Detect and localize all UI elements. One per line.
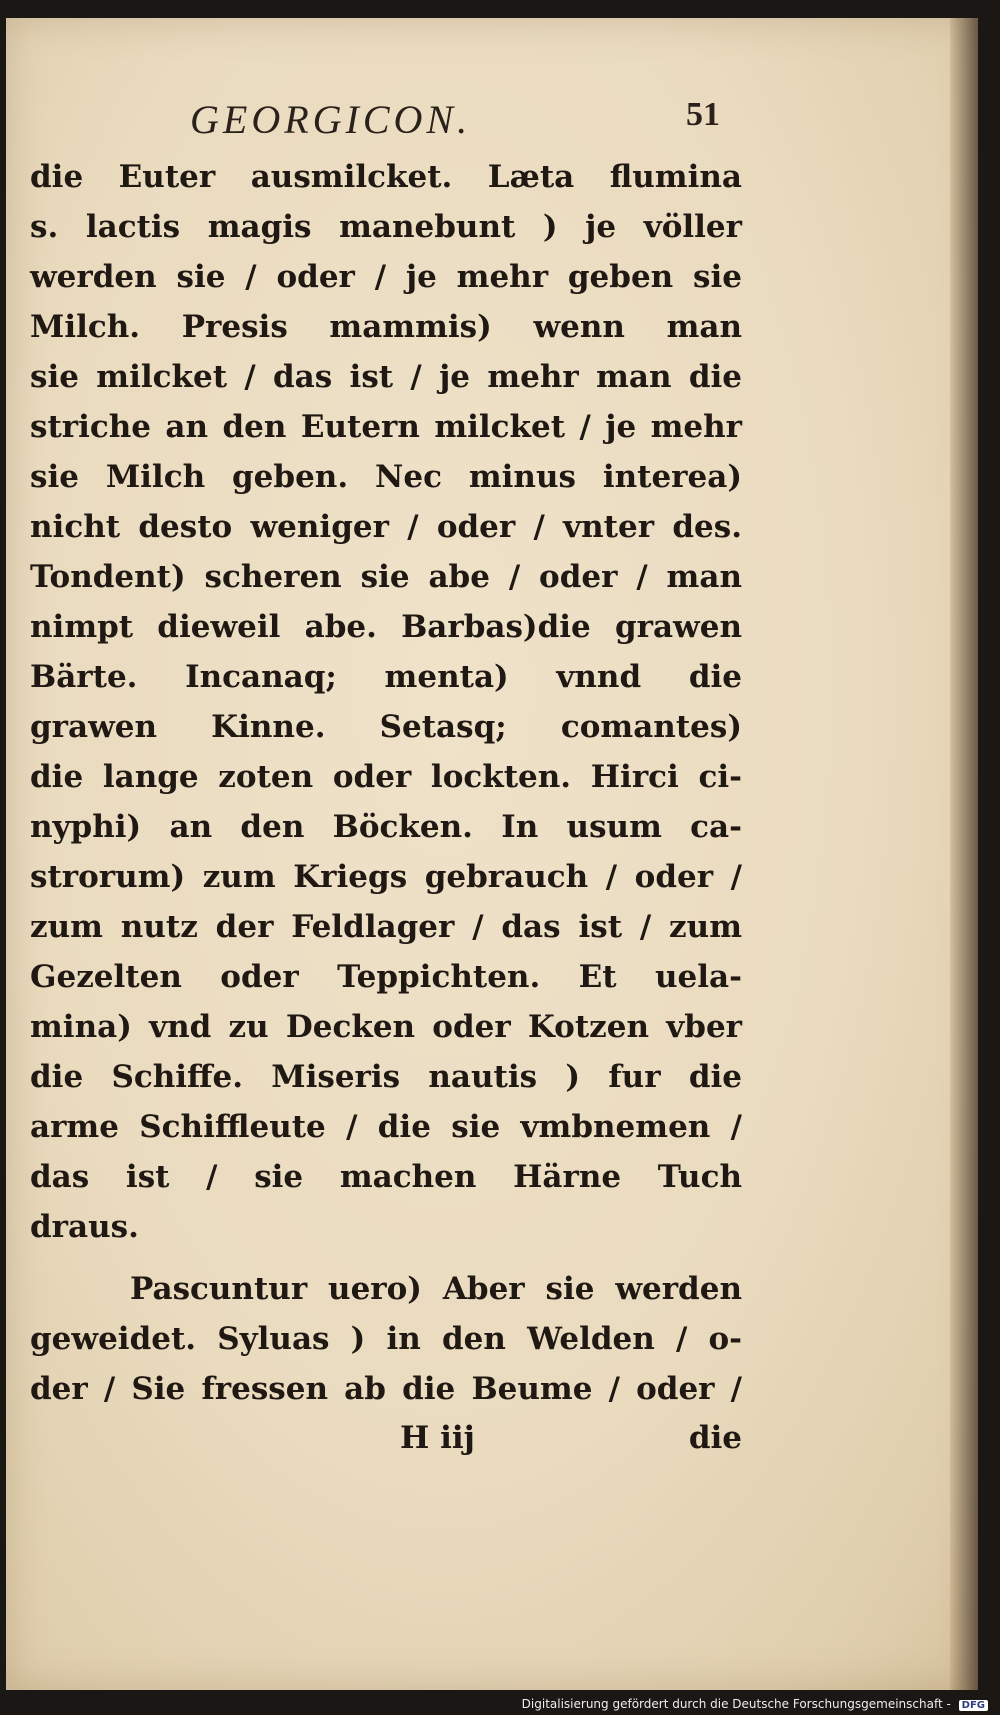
digitization-credit: [522, 1697, 988, 1711]
page-gutter-shadow: [950, 18, 978, 1690]
text-line: sie milcket / das ist / je mehr man die: [30, 359, 742, 395]
body-text: [30, 152, 742, 1414]
running-title: GEORGICON.: [190, 97, 472, 142]
dfg-logo: DFG: [959, 1700, 988, 1711]
text-line: nyphi) an den Böcken. In usum ca-: [30, 809, 742, 845]
page-footer: [30, 1420, 742, 1470]
text-line: arme Schiffleute / die sie vmbnemen /: [30, 1109, 742, 1145]
paragraph-gap: [30, 1252, 742, 1264]
page-number: 51: [686, 96, 720, 133]
text-line: Gezelten oder Teppichten. Et uela-: [30, 959, 742, 995]
text-line: Milch. Presis mammis) wenn man: [30, 309, 742, 345]
signature-mark: H iij: [400, 1420, 475, 1456]
text-line: strorum) zum Kriegs gebrauch / oder /: [30, 859, 742, 895]
text-line: grawen Kinne. Setasq; comantes): [30, 709, 742, 745]
text-line: mina) vnd zu Decken oder Kotzen vber: [30, 1009, 742, 1045]
text-line: sie Milch geben. Nec minus interea): [30, 459, 742, 495]
text-line: werden sie / oder / je mehr geben sie: [30, 259, 742, 295]
text-line: die Schiffe. Miseris nautis ) fur die: [30, 1059, 742, 1095]
text-line: draus.: [30, 1209, 139, 1245]
credit-text: Digitalisierung gefördert durch die Deutsche Forschungsgemeinschaft -: [521, 1697, 951, 1711]
text-line: Pascuntur uero) Aber sie werden: [130, 1271, 742, 1307]
text-line: der / Sie fressen ab die Beume / oder /: [30, 1371, 742, 1407]
running-head: [190, 96, 720, 146]
text-line: Tondent) scheren sie abe / oder / man: [30, 559, 742, 595]
text-line: nimpt dieweil abe. Barbas)die grawen: [30, 609, 742, 645]
text-line: striche an den Eutern milcket / je mehr: [30, 409, 742, 445]
text-line: die lange zoten oder lockten. Hirci ci-: [30, 759, 742, 795]
text-line: das ist / sie machen Härne Tuch: [30, 1159, 742, 1195]
text-line: s. lactis magis manebunt ) je völler: [30, 209, 742, 245]
text-line: die Euter ausmilcket. Læta flumina: [30, 159, 742, 195]
text-line: nicht desto weniger / oder / vnter des.: [30, 509, 742, 545]
text-line: Bärte. Incanaq; menta) vnnd die: [30, 659, 742, 695]
text-line: zum nutz der Feldlager / das ist / zum: [30, 909, 742, 945]
text-line: geweidet. Syluas ) in den Welden / o-: [30, 1321, 742, 1357]
catchword: die: [688, 1420, 742, 1456]
